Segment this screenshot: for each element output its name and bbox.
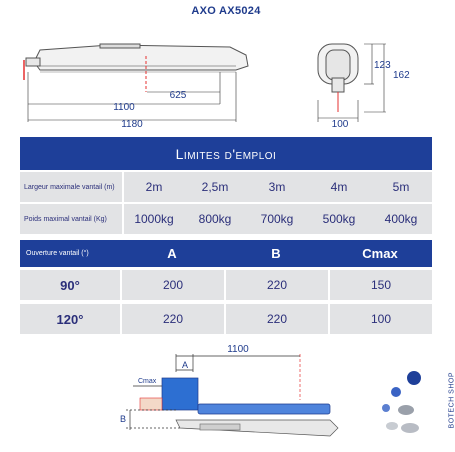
- angle-header-label: Ouverture vantail (°): [20, 240, 120, 267]
- installation-drawing: [126, 354, 338, 436]
- dim-625: 625: [169, 90, 187, 101]
- weight-row: [20, 204, 432, 234]
- angle-b-value: 220: [226, 304, 328, 334]
- angle-value: 120°: [20, 304, 120, 334]
- weight-row-label: Poids maximal vantail (Kg): [20, 204, 122, 234]
- dim-123: 123: [374, 60, 391, 71]
- dim-100: 100: [331, 119, 349, 130]
- width-row: [20, 172, 432, 202]
- weight-value: 500kg: [308, 204, 370, 234]
- product-title: AXO AX5024: [191, 5, 261, 17]
- width-value: 2m: [124, 172, 184, 202]
- angle-header-b: B: [224, 240, 328, 267]
- angle-row: [20, 304, 432, 334]
- weight-value: 400kg: [370, 204, 432, 234]
- angle-value: 90°: [20, 270, 120, 300]
- dim-162: 162: [393, 70, 410, 81]
- dim-bottom-cmax: Cmax: [138, 378, 157, 385]
- actuator-end-view: [318, 44, 358, 112]
- brand-logo: [382, 371, 421, 433]
- angle-c-value: 100: [330, 304, 432, 334]
- angle-c-value: 150: [330, 270, 432, 300]
- brand-watermark: BOTECH SHOP: [448, 372, 455, 429]
- angle-b-value: 220: [226, 270, 328, 300]
- angle-table-header: [20, 240, 432, 267]
- dim-bottom-b: B: [120, 414, 127, 424]
- width-value: 5m: [370, 172, 432, 202]
- dim-1180: 1180: [121, 119, 143, 130]
- dim-bottom-a: A: [181, 360, 189, 370]
- top-dimension-lines: [28, 72, 236, 122]
- dim-1100: 1100: [113, 102, 135, 113]
- width-value: 2,5m: [184, 172, 246, 202]
- weight-value: 1000kg: [124, 204, 184, 234]
- weight-value: 700kg: [246, 204, 308, 234]
- angle-a-value: 200: [122, 270, 224, 300]
- weight-value: 800kg: [184, 204, 246, 234]
- actuator-side-view: [24, 44, 248, 92]
- width-value: 3m: [246, 172, 308, 202]
- angle-header-a: A: [120, 240, 224, 267]
- limits-heading: Limites d'emploi: [20, 137, 432, 170]
- angle-a-value: 220: [122, 304, 224, 334]
- width-value: 4m: [308, 172, 370, 202]
- dim-bottom-1100: 1100: [227, 344, 249, 355]
- width-row-label: Largeur maximale vantail (m): [20, 172, 122, 202]
- angle-row: [20, 270, 432, 300]
- angle-header-c: Cmax: [328, 240, 432, 267]
